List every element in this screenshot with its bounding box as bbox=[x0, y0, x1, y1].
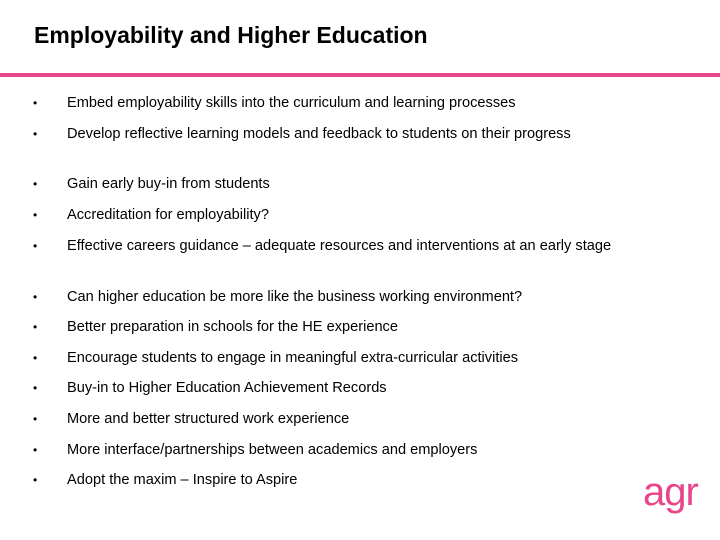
bullet-text: Accreditation for employability? bbox=[67, 207, 269, 223]
bullet-icon: • bbox=[33, 208, 38, 222]
bullet-text: Effective careers guidance – adequate resources and interventions at an early stage bbox=[67, 238, 612, 254]
bullet-icon: • bbox=[33, 351, 38, 365]
bullet-icon: • bbox=[33, 412, 38, 426]
bullet-icon: • bbox=[33, 127, 38, 141]
bullet-text: Buy-in to Higher Education Achievement Records bbox=[67, 380, 387, 396]
bullet-icon: • bbox=[33, 381, 38, 395]
bullet-text: Adopt the maxim – Inspire to Aspire bbox=[67, 472, 298, 488]
bullet-text: Encourage students to engage in meaningful extra-curricular activities bbox=[67, 350, 519, 366]
bullet-text: Better preparation in schools for the HE experience bbox=[67, 319, 398, 335]
agr-logo: agr bbox=[643, 470, 698, 514]
bullet-text: Can higher education be more like the business working environment? bbox=[67, 289, 523, 305]
bullet-text: Embed employability skills into the curriculum and learning processes bbox=[67, 95, 516, 111]
bullet-text: Gain early buy-in from students bbox=[67, 176, 270, 192]
bullet-icon: • bbox=[33, 443, 38, 457]
bullet-text: More interface/partnerships between academics and employers bbox=[67, 442, 478, 458]
bullet-icon: • bbox=[33, 320, 38, 334]
bullet-text: More and better structured work experience bbox=[67, 411, 350, 427]
slide-title: Employability and Higher Education bbox=[34, 22, 428, 48]
bullet-icon: • bbox=[33, 96, 38, 110]
title-divider bbox=[0, 73, 720, 77]
bullet-icon: • bbox=[33, 473, 38, 487]
bullet-icon: • bbox=[33, 290, 38, 304]
bullet-icon: • bbox=[33, 177, 38, 191]
bullet-icon: • bbox=[33, 239, 38, 253]
bullet-text: Develop reflective learning models and feedback to students on their progress bbox=[67, 126, 571, 142]
